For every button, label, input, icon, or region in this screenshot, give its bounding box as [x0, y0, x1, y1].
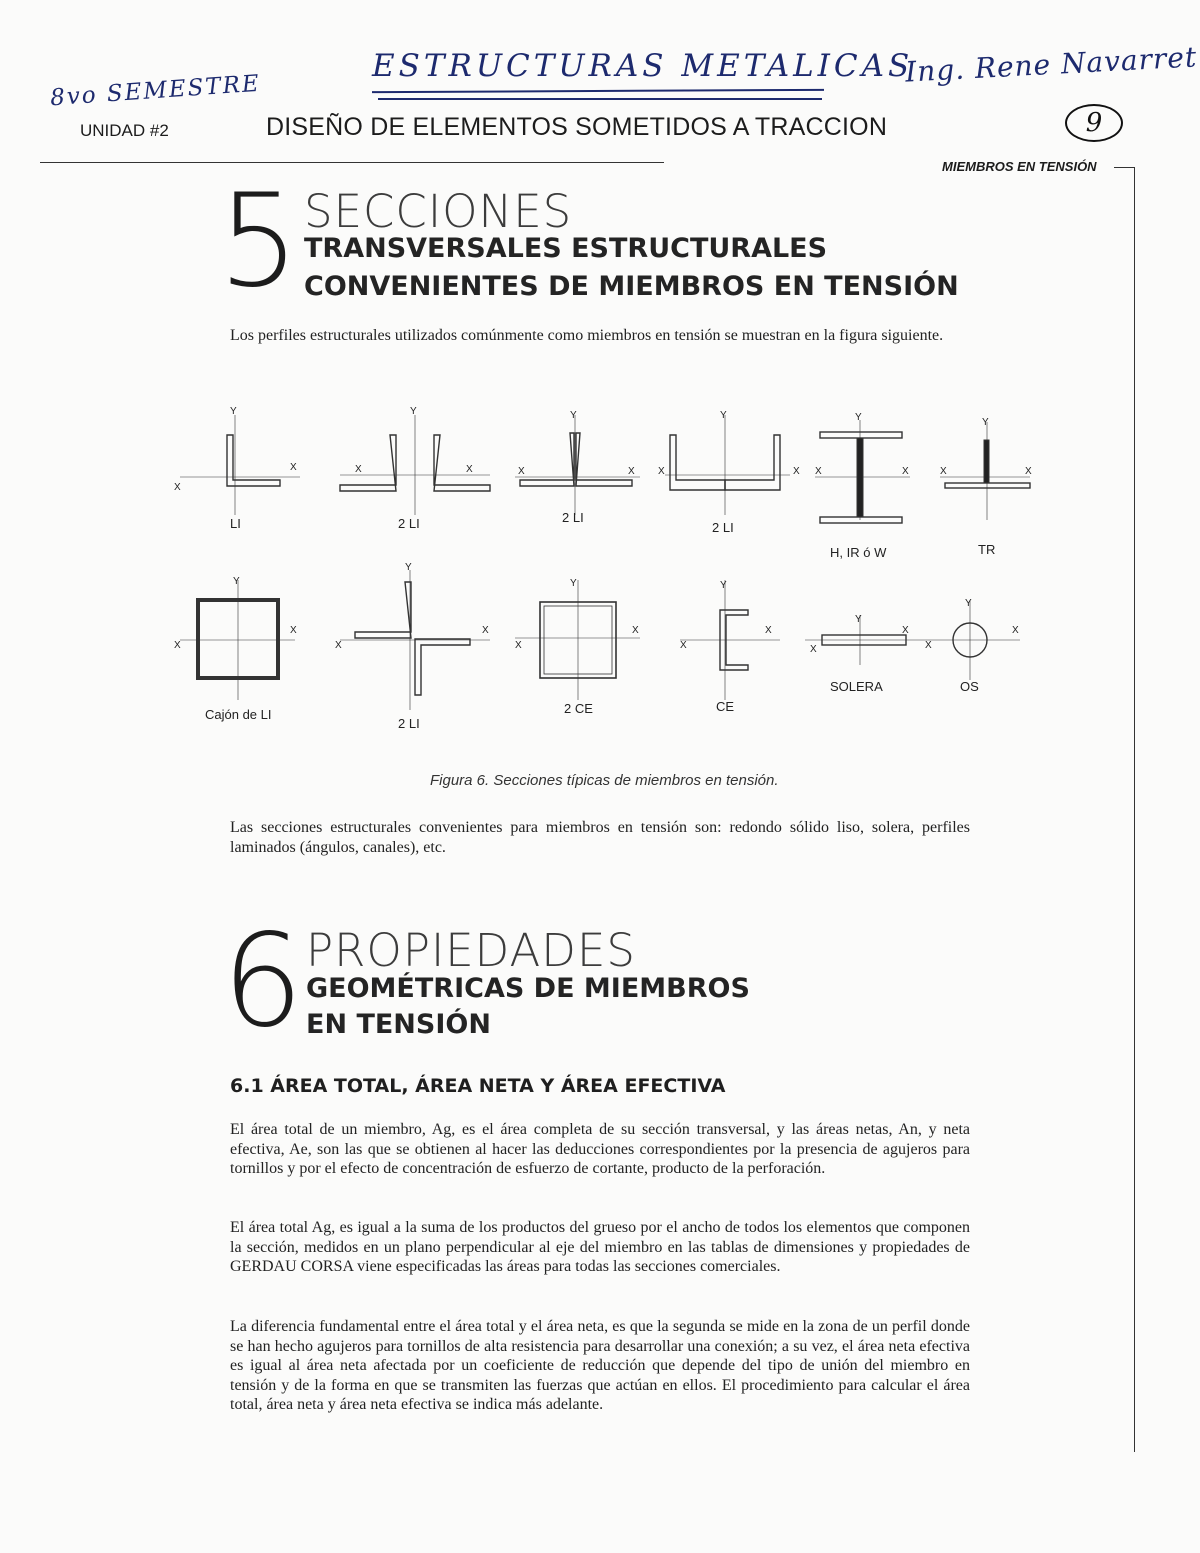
figure-6-sections: [160, 400, 1050, 740]
figure-label-6: TR: [978, 542, 996, 557]
margin-rule-top: [1114, 167, 1134, 168]
page-number: 9: [1085, 108, 1103, 138]
svg-text:Y: Y: [233, 576, 240, 587]
svg-text:Y: Y: [570, 578, 577, 589]
svg-text:X: X: [810, 644, 817, 655]
section-6-paragraph-2: El área total Ag, es igual a la suma de los productos del grueso por el ancho de todos los elementos que componen la sección, medidos en un plano perpendicular al eje del miembro en las tablas de dimensiones y propiedades de GERDAU CORSA viene especificadas las áreas para todas las secciones comerciales.: [230, 1219, 970, 1275]
svg-text:X: X: [1025, 466, 1032, 477]
handwritten-underline-2: [378, 98, 822, 100]
svg-text:X: X: [815, 466, 822, 477]
svg-text:Y: Y: [855, 412, 862, 423]
section-5-title-bold-1: TRANSVERSALES ESTRUCTURALES: [304, 233, 828, 264]
figure-label-4: 2 LI: [712, 520, 734, 535]
section-6-title-light: PROPIEDADES: [306, 924, 636, 977]
page-number-circle: [1065, 104, 1123, 142]
running-head: MIEMBROS EN TENSIÓN: [942, 159, 1097, 174]
svg-text:X: X: [632, 625, 639, 636]
section-6-paragraph-1: El área total de un miembro, Ag, es el área completa de su sección transversal, y las áreas netas, An, y neta efectiva, Ae, son las que se obtienen al hacer las deducciones correspondientes por la presencia de agujeros para tornillos y por el efecto de concentración de esfuerzo de cortante, producto de la perforación.: [230, 1121, 970, 1177]
svg-text:X: X: [174, 482, 181, 493]
section-6-paragraph-3: La diferencia fundamental entre el área total y el área neta, es que la segunda se mide en la zona de un perfil donde se han hecho agujeros para tornillos de alta resistencia para desarrollar una conexión; a su vez, el área neta efectiva es igual al área neta afectada por un coeficiente de reducción que depende del tipo de unión del miembro en tensión y de la forma en que se transmiten las fuerzas que actúan en ellos. El procedimiento para calcular el área total, área neta y área neta efectiva se indica más adelante.: [230, 1318, 970, 1413]
svg-text:X: X: [290, 625, 297, 636]
svg-text:X: X: [680, 640, 687, 651]
handwritten-semester: 8vo SEMESTRE: [49, 70, 262, 112]
svg-text:Y: Y: [720, 410, 727, 421]
svg-text:X: X: [628, 466, 635, 477]
svg-text:Y: Y: [405, 562, 412, 573]
svg-text:Y: Y: [982, 417, 989, 428]
figure-label-5: H, IR ó W: [830, 545, 887, 560]
figure-caption: Figura 6. Secciones típicas de miembros en tensión.: [430, 772, 779, 789]
figure-label-7: Cajón de LI: [205, 707, 272, 722]
svg-text:X: X: [902, 625, 909, 636]
svg-text:X: X: [793, 466, 800, 477]
section-5-after-figure: Las secciones estructurales convenientes para miembros en tensión son: redondo sólido liso, solera, perfiles laminados (ángulos, canales), etc.: [230, 819, 970, 856]
section-6-1-subheading: 6.1 ÁREA TOTAL, ÁREA NETA Y ÁREA EFECTIVA: [230, 1075, 726, 1097]
figure-label-3: 2 LI: [562, 510, 584, 525]
header-title: DISEÑO DE ELEMENTOS SOMETIDOS A TRACCION: [266, 113, 888, 141]
svg-text:X: X: [290, 462, 297, 473]
svg-text:X: X: [174, 640, 181, 651]
svg-text:Y: Y: [855, 614, 862, 625]
svg-text:X: X: [940, 466, 947, 477]
figure-label-1: LI: [230, 516, 241, 531]
svg-text:X: X: [902, 466, 909, 477]
section-5-number: 5: [218, 167, 300, 316]
svg-text:Y: Y: [720, 580, 727, 591]
svg-text:Y: Y: [965, 598, 972, 609]
figure-label-10: CE: [716, 699, 735, 714]
figure-label-8: 2 LI: [398, 716, 420, 731]
svg-text:X: X: [335, 640, 342, 651]
section-6-title-bold-2: EN TENSIÓN: [306, 1009, 491, 1040]
svg-text:Y: Y: [410, 406, 417, 417]
handwritten-course-title: ESTRUCTURAS METALICAS: [372, 48, 914, 84]
svg-text:X: X: [355, 464, 362, 475]
section-6-number: 6: [222, 907, 304, 1056]
svg-text:X: X: [1012, 625, 1019, 636]
section-6-title-bold-1: GEOMÉTRICAS DE MIEMBROS: [306, 973, 750, 1004]
handwritten-underline: [372, 89, 824, 93]
figure-label-11: SOLERA: [830, 679, 883, 694]
margin-rule: [1134, 167, 1135, 1452]
svg-text:X: X: [658, 466, 665, 477]
figure-label-2: 2 LI: [398, 516, 420, 531]
handwritten-instructor: Ing. Rene Navarret: [904, 40, 1198, 89]
header-rule: [40, 162, 664, 163]
svg-text:X: X: [515, 640, 522, 651]
section-5-intro: Los perfiles estructurales utilizados comúnmente como miembros en tensión se muestran en la figura siguiente.: [230, 327, 944, 344]
svg-text:X: X: [765, 625, 772, 636]
svg-text:X: X: [925, 640, 932, 651]
figure-label-9: 2 CE: [564, 701, 593, 716]
section-5-title-bold-2: CONVENIENTES DE MIEMBROS EN TENSIÓN: [304, 271, 959, 302]
svg-text:X: X: [518, 466, 525, 477]
svg-text:X: X: [482, 625, 489, 636]
figure-label-12: OS: [960, 679, 979, 694]
svg-text:Y: Y: [570, 410, 577, 421]
unit-label: UNIDAD #2: [80, 121, 169, 140]
svg-text:Y: Y: [230, 406, 237, 417]
section-5-title-light: SECCIONES: [304, 185, 573, 238]
svg-text:X: X: [466, 464, 473, 475]
